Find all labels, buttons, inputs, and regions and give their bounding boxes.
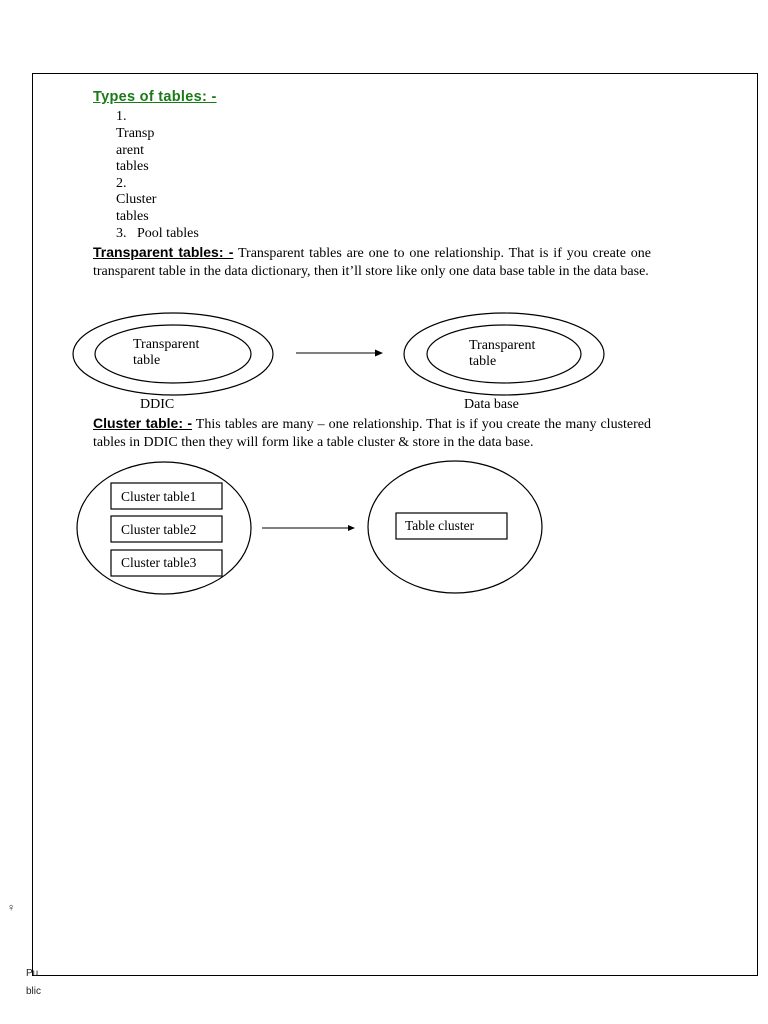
ddic-inner-ellipse (95, 325, 251, 383)
cluster-table1-label: Cluster table1 (121, 489, 197, 504)
cluster-arrowhead (348, 525, 355, 531)
list-line: tables (116, 209, 149, 224)
list-line: Transp (116, 126, 155, 141)
list-line: 2. (116, 176, 127, 191)
margin-text-line1: Pu (26, 968, 39, 979)
transparent-text: Transparent tables are one to one relationship. That is if you create one transparent table in the data dictionary, then it’ll store like only one data base table in the data base. (93, 246, 652, 279)
database-table-label-line1: Transparent (469, 338, 536, 353)
transparent-heading: Transparent tables: - (93, 244, 234, 260)
section-heading-types: Types of tables: - (93, 89, 217, 105)
ddic-table-label-line1: Transparent (133, 337, 200, 352)
cluster-table2-label: Cluster table2 (121, 522, 197, 537)
margin-text-line2: blic (26, 986, 42, 997)
cluster-heading: Cluster table: - (93, 415, 193, 431)
list-line: Cluster (116, 192, 157, 207)
cluster-paragraph (93, 415, 651, 451)
table-cluster-label: Table cluster (405, 518, 475, 533)
ddic-caption: DDIC (140, 397, 175, 412)
ddic-table-label-line2: table (133, 353, 161, 368)
cluster-text: This tables are many – one relationship. That is if you create the many clustered tables in DDIC then they will form like a table cluster & store in the data base. (93, 417, 652, 450)
cluster-table3-label: Cluster table3 (121, 555, 197, 570)
database-inner-ellipse (427, 325, 581, 383)
list-line: 1. (116, 109, 127, 124)
transparent-arrowhead (375, 350, 383, 357)
list-line: tables (116, 159, 149, 174)
list-line: 3. Pool tables (116, 226, 199, 241)
database-table-label-line2: table (469, 354, 497, 369)
list-line: arent (116, 143, 144, 158)
database-caption: Data base (464, 397, 519, 412)
margin-mark: ♀ (7, 902, 16, 914)
